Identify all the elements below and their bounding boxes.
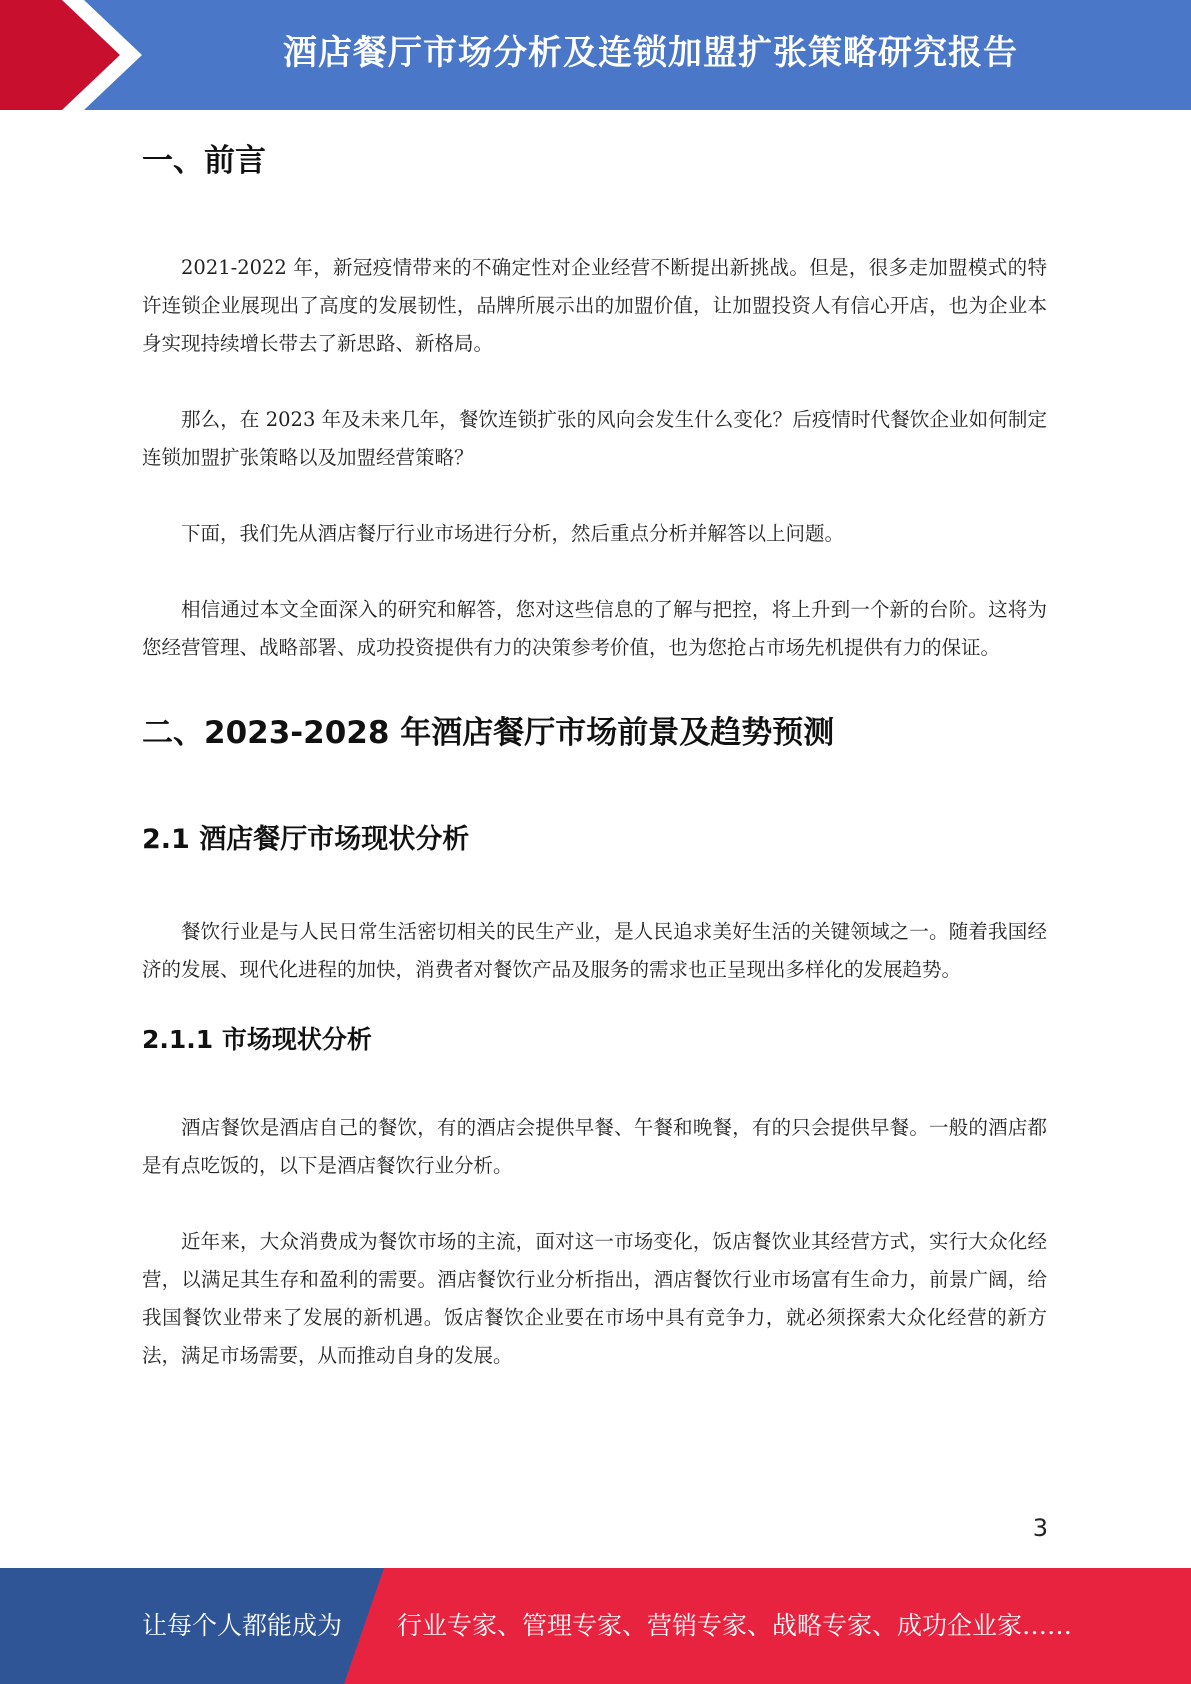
- subsection-heading-2-1-1: 2.1.1 市场现状分析: [142, 1025, 372, 1054]
- section-heading-preface: 一、前言: [142, 143, 266, 179]
- page-content: [142, 125, 1047, 1375]
- header-banner: [0, 0, 1191, 110]
- paragraph: 那么，在 2023 年及未来几年，餐饮连锁扩张的风向会发生什么变化？后疫情时代餐饮企业如何制定连锁加盟扩张策略以及加盟经营策略？: [142, 408, 1047, 469]
- paragraph: 酒店餐饮是酒店自己的餐饮，有的酒店会提供早餐、午餐和晚餐，有的只会提供早餐。一般的酒店都是有点吃饭的，以下是酒店餐饮行业分析。: [142, 1116, 1047, 1177]
- document-title: 酒店餐厅市场分析及连锁加盟扩张策略研究报告: [283, 33, 1018, 73]
- paragraph: 2021-2022 年，新冠疫情带来的不确定性对企业经营不断提出新挑战。但是，很多走加盟模式的特许连锁企业展现出了高度的发展韧性，品牌所展示出的加盟价值，让加盟投资人有信心开店，也为企业本身实现持续增长带去了新思路、新格局。: [142, 256, 1047, 355]
- section-heading-forecast: 二、2023-2028 年酒店餐厅市场前景及趋势预测: [142, 715, 835, 751]
- paragraph: 相信通过本文全面深入的研究和解答，您对这些信息的了解与把控，将上升到一个新的台阶。这将为您经营管理、战略部署、成功投资提供有力的决策参考价值，也为您抢占市场先机提供有力的保证。: [142, 598, 1047, 659]
- paragraph: 近年来，大众消费成为餐饮市场的主流，面对这一市场变化，饭店餐饮业其经营方式，实行大众化经营，以满足其生存和盈利的需要。酒店餐饮行业分析指出，酒店餐饮行业市场富有生命力，前景广阔，给我国餐饮业带来了发展的新机遇。饭店餐饮企业要在市场中具有竞争力，就必须探索大众化经营的新方法，满足市场需要，从而推动自身的发展。: [142, 1230, 1047, 1367]
- page-number: 3: [1032, 1514, 1048, 1542]
- subsection-heading-2-1: 2.1 酒店餐厅市场现状分析: [142, 824, 470, 855]
- footer-banner: [0, 1568, 1191, 1684]
- footer-slogan-left: 让每个人都能成为: [142, 1611, 343, 1640]
- header-arrow-decoration: [0, 0, 150, 110]
- paragraph: 餐饮行业是与人民日常生活密切相关的民生产业，是人民追求美好生活的关键领域之一。随着我国经济的发展、现代化进程的加快，消费者对餐饮产品及服务的需求也正呈现出多样化的发展趋势。: [142, 920, 1047, 981]
- footer-slogan-right: 行业专家、管理专家、营销专家、战略专家、成功企业家……: [397, 1611, 1073, 1640]
- paragraph: 下面，我们先从酒店餐厅行业市场进行分析，然后重点分析并解答以上问题。: [181, 522, 845, 545]
